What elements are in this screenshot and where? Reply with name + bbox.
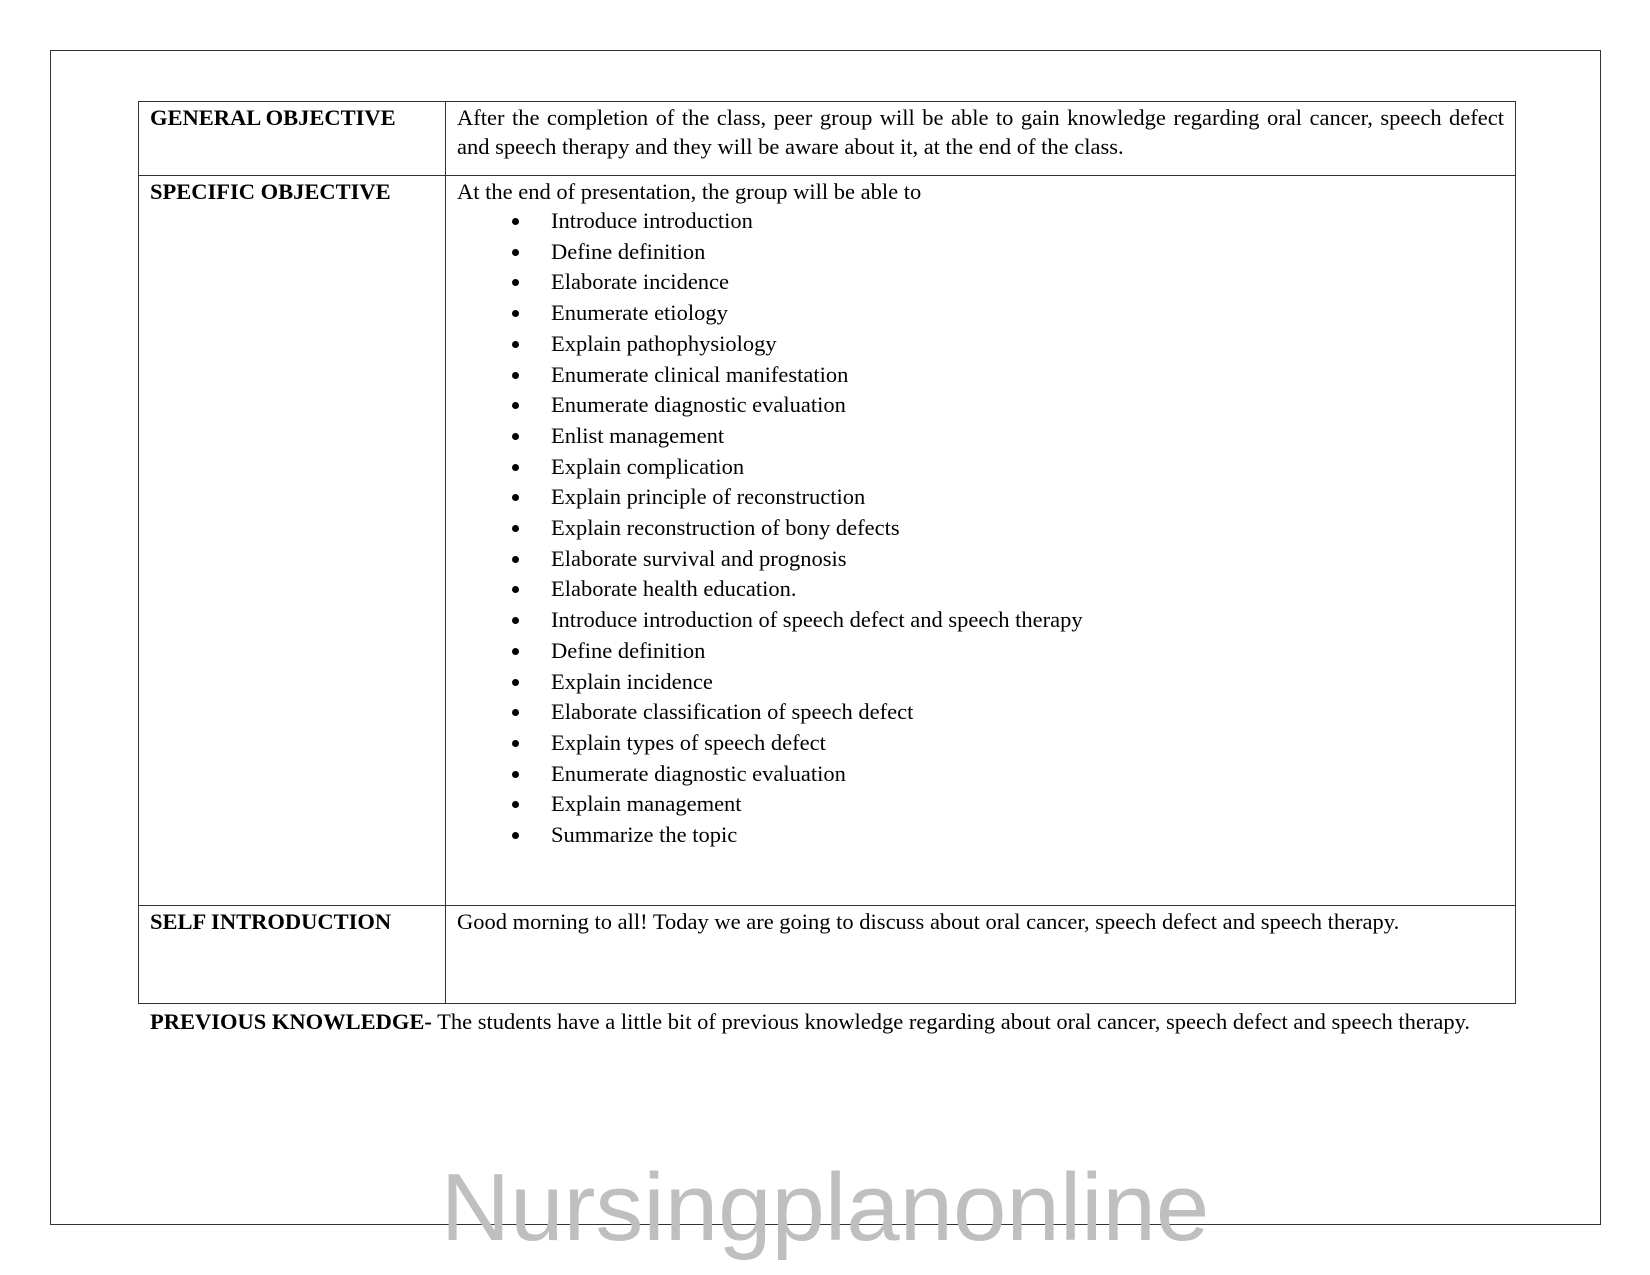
- list-item: Enlist management: [512, 421, 1504, 452]
- list-item: Summarize the topic: [512, 820, 1504, 851]
- list-item: Explain types of speech defect: [512, 728, 1504, 759]
- list-item: Elaborate health education.: [512, 574, 1504, 605]
- list-item: Elaborate survival and prognosis: [512, 544, 1504, 575]
- list-item: Explain incidence: [512, 667, 1504, 698]
- list-item: Define definition: [512, 636, 1504, 667]
- previous-knowledge-paragraph: [150, 1005, 1503, 1038]
- list-item: Define definition: [512, 237, 1504, 268]
- list-item: Explain principle of reconstruction: [512, 482, 1504, 513]
- list-item: Introduce introduction of speech defect and speech therapy: [512, 605, 1504, 636]
- specific-objective-label: SPECIFIC OBJECTIVE: [139, 176, 446, 906]
- list-item: Explain complication: [512, 452, 1504, 483]
- list-item: Explain pathophysiology: [512, 329, 1504, 360]
- self-introduction-label: SELF INTRODUCTION: [139, 906, 446, 1004]
- list-item: Enumerate diagnostic evaluation: [512, 759, 1504, 790]
- lesson-plan-table: [138, 101, 1516, 1004]
- objective-list: [457, 206, 1504, 851]
- general-objective-row: [139, 102, 1516, 176]
- specific-objective-row: [139, 176, 1516, 906]
- list-item: Enumerate etiology: [512, 298, 1504, 329]
- list-item: Enumerate diagnostic evaluation: [512, 390, 1504, 421]
- self-introduction-text: Good morning to all! Today we are going to discuss about oral cancer, speech defect and speech therapy.: [446, 906, 1516, 1004]
- specific-objective-intro: At the end of presentation, the group will be able to: [457, 179, 922, 204]
- list-item: Enumerate clinical manifestation: [512, 360, 1504, 391]
- previous-knowledge-label: PREVIOUS KNOWLEDGE-: [150, 1009, 432, 1034]
- list-item: Elaborate classification of speech defect: [512, 697, 1504, 728]
- list-item: Introduce introduction: [512, 206, 1504, 237]
- general-objective-text: After the completion of the class, peer group will be able to gain knowledge regarding oral cancer, speech defect and speech therapy and they will be aware about it, at the end of the class.: [446, 102, 1516, 176]
- list-item: Explain management: [512, 789, 1504, 820]
- self-introduction-row: [139, 906, 1516, 1004]
- watermark: Nursingplanonline: [440, 1154, 1210, 1261]
- list-item: Elaborate incidence: [512, 267, 1504, 298]
- list-item: Explain reconstruction of bony defects: [512, 513, 1504, 544]
- previous-knowledge-text: The students have a little bit of previous knowledge regarding about oral cancer, speech defect and speech therapy.: [431, 1009, 1470, 1034]
- specific-objective-cell: [446, 176, 1516, 906]
- general-objective-label: GENERAL OBJECTIVE: [139, 102, 446, 176]
